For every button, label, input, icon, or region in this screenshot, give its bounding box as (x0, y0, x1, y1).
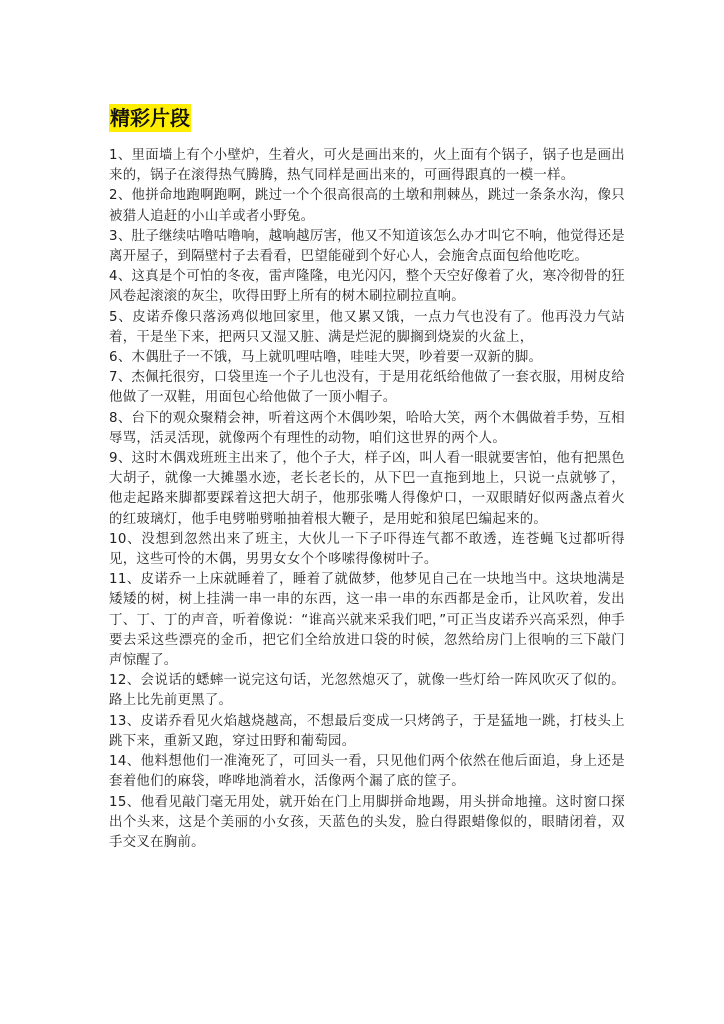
paragraph: 4、这真是个可怕的冬夜，雷声隆隆，电光闪闪，整个天空好像着了火，寒冷彻骨的狂风卷起滚滚的灰尘，吹得田野上所有的树木刷拉刷拉直响。 (109, 269, 625, 305)
paragraph: 12、会说话的蟋蟀一说完这句话，光忽然熄灭了，就像一些灯给一阵风吹灭了似的。路上比先前更黑了。 (109, 673, 625, 709)
paragraph: 13、皮诺乔看见火焰越烧越高，不想最后变成一只烤鸽子，于是猛地一跳，打枝头上跳下来，重新又跑，穿过田野和葡萄园。 (109, 713, 625, 749)
paragraph: 1、里面墙上有个小壁炉，生着火，可火是画出来的，火上面有个锅子，锅子也是画出来的，锅子在滚得热气腾腾，热气同样是画出来的，可画得跟真的一模一样。 (109, 148, 625, 184)
section-title: 精彩片段 (110, 106, 190, 130)
paragraph: 14、他料想他们一准淹死了，可回头一看，只见他们两个依然在他后面追，身上还是套着他们的麻袋，哗哗地淌着水，活像两个漏了底的筐子。 (109, 754, 625, 790)
paragraph: 2、他拼命地跑啊跑啊，跳过一个个很高很高的土墩和荆棘丛，跳过一条条水沟，像只被猎人追赶的小山羊或者小野兔。 (109, 188, 625, 224)
paragraph-list (109, 146, 625, 853)
paragraph: 8、台下的观众聚精会神，听着这两个木偶吵架，哈哈大笑，两个木偶做着手势，互相辱骂，活灵活现，就像两个有理性的动物，咱们这世界的两个人。 (109, 410, 625, 446)
paragraph: 15、他看见敲门毫无用处，就开始在门上用脚拼命地踢，用头拼命地撞。这时窗口探出个头来，这是个美丽的小女孩，天蓝色的头发，脸白得跟蜡像似的，眼睛闭着，双手交叉在胸前。 (109, 794, 625, 850)
paragraph: 3、肚子继续咕噜咕噜响，越响越厉害，他又不知道该怎么办才叫它不响，他觉得还是离开屋子，到隔壁村子去看看，巴望能碰到个好心人，会施舍点面包给他吃吃。 (109, 228, 625, 265)
paragraph: 9、这时木偶戏班班主出来了，他个子大，样子凶，叫人看一眼就要害怕，他有把黑色大胡子，就像一大摊墨水迹，老长老长的，从下巴一直拖到地上，只说一点就够了，他走起路来脚都要踩着这把大胡子，他那张嘴人得像炉口，一双眼睛好似两盏点着火的红玻璃灯，他手电劈啪劈啪抽着根大鞭子，是用蛇和狼尾巴编起来的。 (109, 451, 625, 527)
paragraph: 5、皮诺乔像只落汤鸡似地回家里，他又累又饿，一点力气也没有了。他再没力气站着，干是坐下来，把两只又湿又脏、满是烂泥的脚搁到烧炭的火盆上， (109, 309, 625, 345)
paragraph: 7、杰佩托很穷，口袋里连一个子儿也没有，于是用花纸给他做了一套衣服，用树皮给他做了一双鞋，用面包心给他做了一顶小帽子。 (109, 370, 625, 406)
document-page (109, 98, 625, 853)
paragraph: 10、没想到忽然出来了班主，大伙儿一下子吓得连气都不敢透，连苍蝇飞过都听得见，这些可怜的木偶，男男女女个个哆嗦得像树叶子。 (109, 531, 625, 568)
paragraph: 11、皮诺乔一上床就睡着了，睡着了就做梦，他梦见自己在一块地当中。这块地满是矮矮的树，树上挂满一串一串的东西，这一串一串的东西都是金币，让风吹着，发出丁、丁、丁的声音，听着像说：“谁高兴就来采我们吧，”可正当皮诺乔兴高采烈，伸手要去采这些漂亮的金币，把它们全给放进口袋的时候，忽然给房门上很响的三下敲门声惊醒了。 (109, 572, 625, 669)
paragraph: 6、木偶肚子一不饿，马上就叽哩咕噜，哇哇大哭，吵着要一双新的脚。 (109, 350, 543, 366)
